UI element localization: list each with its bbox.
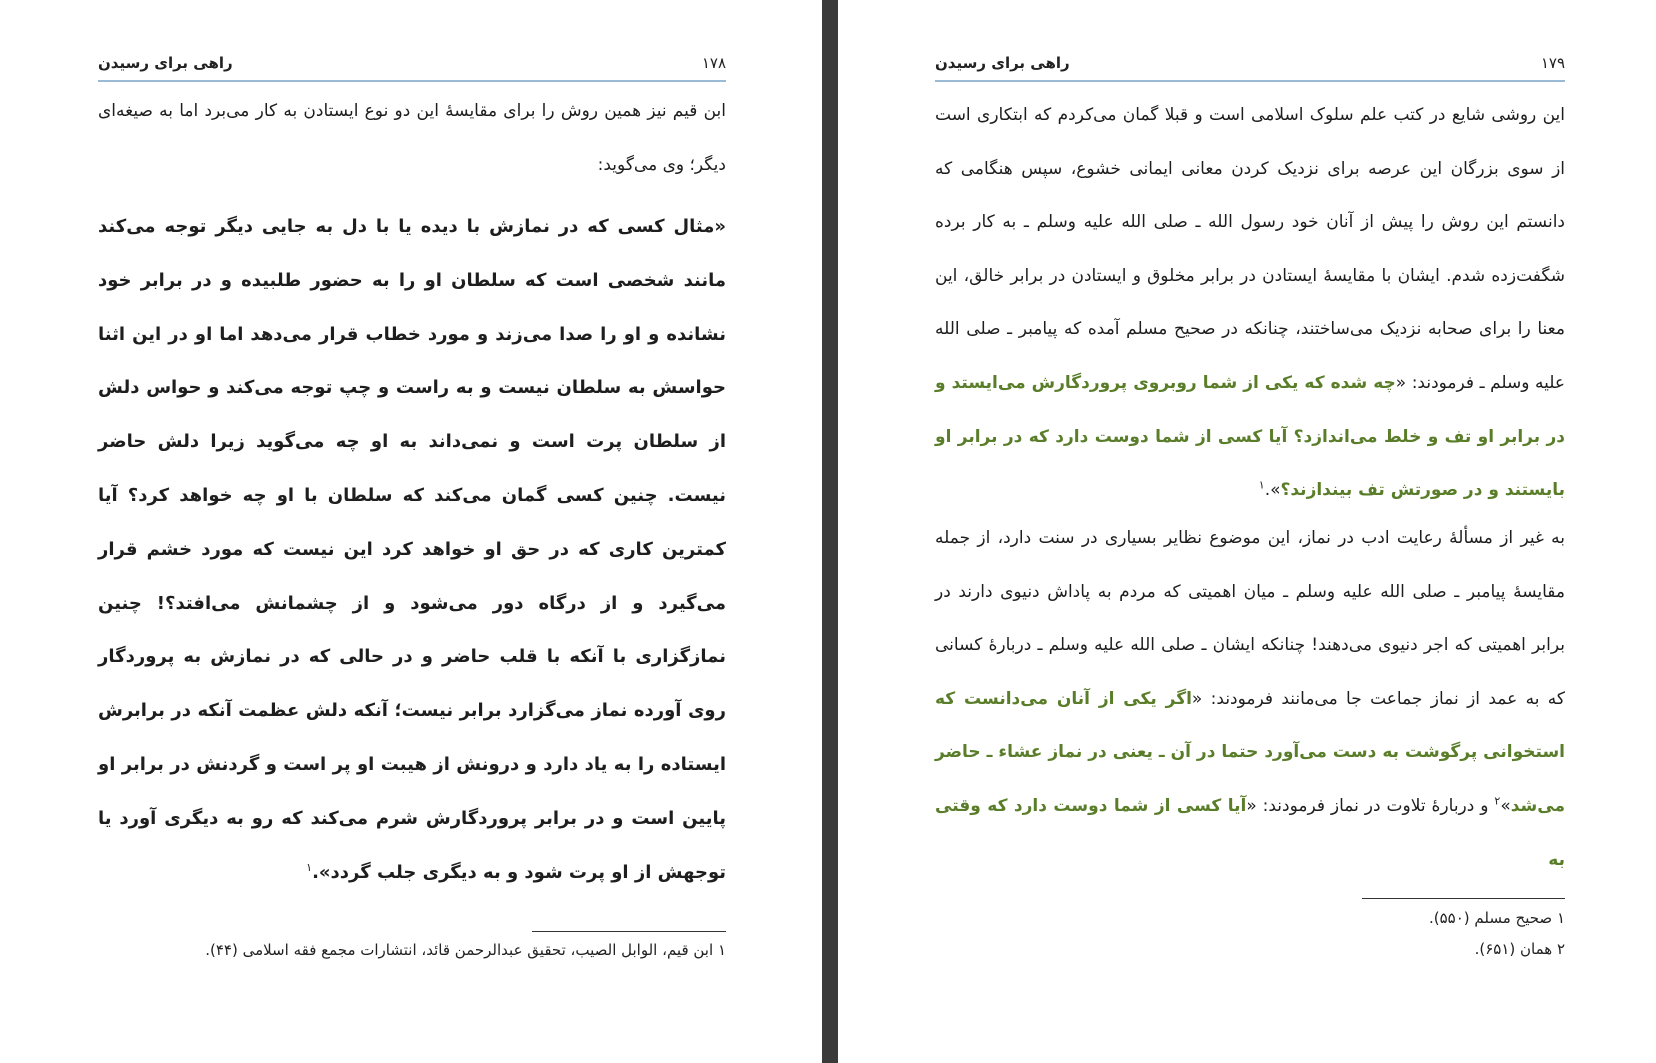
- quote-text: «مثال کسی که در نمازش با دیده یا با دل به جایی دیگر توجه می‌کند مانند شخصی است که سلطان او را به حضور طلبیده و در برابر خود نشانده و او را صدا می‌زند و مورد خطاب قرار می‌دهد اما او در این اثنا حواسش به سلطان نیست و به راست و چپ توجه می‌کند و حواس دلش از سلطان پرت است و نمی‌داند به او چه می‌گوید زیرا دلش حاضر نیست. چنین کسی گمان می‌کند که سلطان با او چه خواهد کرد؟ آیا کمترین کاری که در حق او خواهد کرد این نیست که مورد خشم قرار می‌گیرد و از درگاه دور می‌شود و از چشمانش می‌افتد؟! چنین نمازگزاری با آنکه با قلب حاضر و در حالی که در نمازش به پروردگار روی آورده نماز می‌گزارد برابر نیست؛ آنکه دلش عظمت آنکه در برابرش ایستاده را به یاد دارد و درونش از هیبت او پر است و گردنش در برابر او پایین است و در برابر پروردگارش شرم می‌کند که رو به دیگری آورد یا توجهش از او پرت شود و به دیگری جلب گردد».: [98, 216, 726, 883]
- page-header: [98, 54, 726, 82]
- footnotes: [935, 903, 1565, 965]
- page-number: ۱۷۹: [1540, 54, 1565, 72]
- running-title: راهی برای رسیدن: [935, 54, 1070, 72]
- quote-paragraph: [98, 200, 726, 899]
- footnote-ref: ۱: [306, 860, 313, 874]
- running-title: راهی برای رسیدن: [98, 54, 233, 72]
- footnote-ref: ۱: [1258, 478, 1265, 492]
- paragraph-2: به غیر از مسألهٔ رعایت ادب در نماز، این موضوع نظایر بسیاری در سنت دارد، از جمله مقایسهٔ پیامبر ـ صلی الله علیه وسلم ـ میان اهمیتی که مردم به پاداش دنیوی دارند در برابر اهمیتی که اجر دنیوی می‌دهند! چنانکه ایشان ـ صلی الله علیه وسلم ـ دربارهٔ کسانی که به عمد از نماز جماعت جا می‌مانند فرمودند: «اگر یکی از آنان می‌دانست که استخوانی پرگوشت به دست می‌آورد حتما در آن ـ یعنی در نماز عشاء ـ حاضر می‌شد»$^۲$ و دربارهٔ تلاوت در نماز فرمودند: «آیا کسی از شما دوست دارد که وقتی به: [935, 528, 1565, 870]
- hadith-quote: اگر یکی از آنان می‌دانست که استخوانی پرگوشت به دست می‌آورد حتما در آن ـ یعنی در نماز عشاء ـ حاضر می‌شد: [935, 688, 1565, 816]
- hadith-quote: آیا کسی از شما دوست دارد که وقتی به: [935, 795, 1565, 870]
- paragraph-1: این روشی شایع در کتب علم سلوک اسلامی است و قبلا گمان می‌کردم که ابتکاری است از سوی بزرگان این عرصه برای نزدیک کردن معانی ایمانی خشوع، سپس هنگامی که دانستم این روش را پیش از آنان خود رسول الله ـ صلی الله علیه وسلم ـ به کار برده شگفت‌زده شدم. ایشان با مقایسهٔ ایستادن در برابر مخلوق و ایستادن در برابر خالق، این معنا را برای صحابه نزدیک می‌ساختند، چنانکه در صحیح مسلم آمده که پیامبر ـ صلی الله علیه وسلم ـ فرمودند: «چه شده که یکی از شما روبروی پروردگارش می‌ایستد و در برابر او تف و خلط می‌اندازد؟ آیا کسی از شما دوست دارد که در برابر او بایستند و در صورتش تف بیندازند؟».$^۱$: [935, 105, 1565, 501]
- page-179: [838, 0, 1656, 1063]
- footnote-1: ۱ صحیح مسلم (۵۵۰).: [1428, 909, 1565, 927]
- footnote-ref: ۲: [1494, 794, 1501, 808]
- page-header: [935, 54, 1565, 82]
- footnote-2: ۲ همان (۶۵۱).: [1474, 940, 1565, 958]
- footnote-separator: [1362, 898, 1565, 899]
- hadith-quote: چه شده که یکی از شما روبروی پروردگارش می‌ایستد و در برابر او تف و خلط می‌اندازد؟ آیا کسی از شما دوست دارد که در برابر او بایستند و در صورتش تف بیندازند؟: [935, 372, 1565, 501]
- intro-paragraph: ابن قیم نیز همین روش را برای مقایسهٔ این دو نوع ایستادن به کار می‌برد اما به صیغه‌ای دیگر؛ وی می‌گوید:: [98, 101, 726, 175]
- page-number: ۱۷۸: [701, 54, 726, 72]
- footnotes: [98, 935, 726, 966]
- footnote-separator: [532, 931, 726, 932]
- footnote-1: ۱ ابن قیم، الوابل الصیب، تحقیق عبدالرحمن قائد، انتشارات مجمع فقه اسلامی (۴۴).: [205, 941, 726, 959]
- page-178: [0, 0, 822, 1063]
